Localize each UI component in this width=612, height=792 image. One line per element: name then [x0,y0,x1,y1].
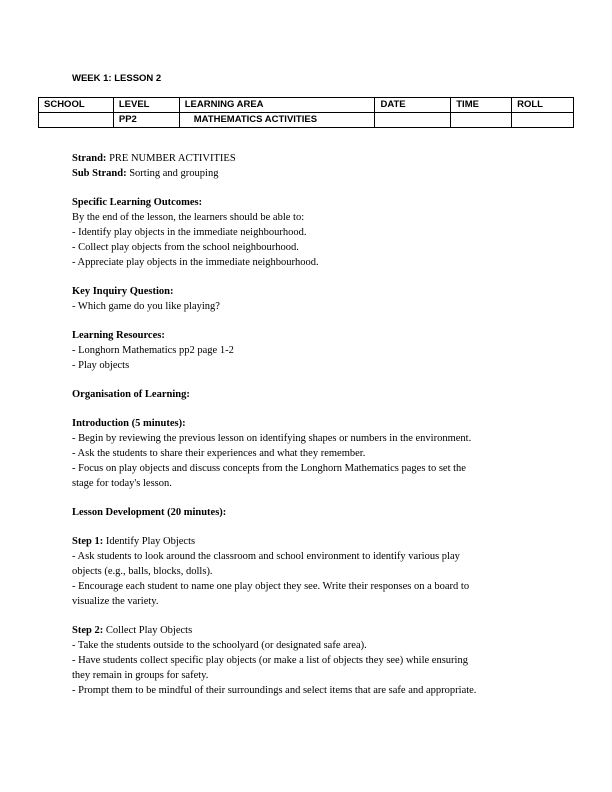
step2-label: Step 2: [72,625,104,636]
step1-label: Step 1: [72,536,104,547]
list-item: they remain in groups for safety. [72,670,209,681]
list-item: - Prompt them to be mindful of their surroundings and select items that are safe and appropriate. [72,685,477,696]
list-item: - Ask the students to share their experiences and what they remember. [72,448,366,459]
list-item: - Take the students outside to the schoolyard (or designated safe area). [72,640,367,651]
list-item: - Which game do you like playing? [72,301,220,312]
list-item: - Appreciate play objects in the immediate neighbourhood. [72,257,319,268]
step2-title: Collect Play Objects [103,625,193,636]
list-item: - Play objects [72,360,130,371]
list-item: - Have students collect specific play objects (or make a list of objects they see) while ensuring [72,655,468,666]
list-item: - Collect play objects from the school neighbourhood. [72,242,299,253]
introduction-heading-text: Introduction (5 minutes): [72,418,186,429]
list-item: - Begin by reviewing the previous lesson on identifying shapes or numbers in the environment. [72,433,472,444]
list-item: objects (e.g., balls, blocks, dolls). [72,566,213,577]
step1-line [72,534,542,549]
outcomes-heading [72,195,542,210]
introduction-heading [72,416,542,431]
col-time-header: TIME [451,98,512,113]
resources-heading [72,328,542,343]
step2-line [72,623,542,638]
time-cell [451,113,512,128]
strand-value: PRE NUMBER ACTIVITIES [106,153,236,164]
step1-title: Identify Play Objects [103,536,196,547]
inquiry-heading-text: Key Inquiry Question: [72,286,174,297]
strand-line [72,151,542,166]
list-item: - Focus on play objects and discuss concepts from the Longhorn Mathematics pages to set the [72,463,466,474]
table-row [39,113,574,128]
lesson-body [72,151,542,698]
col-level-header: LEVEL [113,98,179,113]
list-item: - Ask students to look around the classroom and school environment to identify various play [72,551,460,562]
col-date-header: DATE [375,98,451,113]
table-header-row [39,98,574,113]
list-item: - Longhorn Mathematics pp2 page 1-2 [72,345,234,356]
organisation-heading-text: Organisation of Learning: [72,389,190,400]
week-lesson-title: WEEK 1: LESSON 2 [72,73,162,84]
sub-strand-line [72,166,542,181]
resources-heading-text: Learning Resources: [72,330,165,341]
list-item: stage for today's lesson. [72,478,172,489]
school-cell [39,113,114,128]
learning-area-cell: MATHEMATICS ACTIVITIES [179,113,375,128]
lesson-header-table [38,97,574,128]
organisation-heading [72,387,542,402]
development-heading [72,505,542,520]
col-roll-header: ROLL [512,98,574,113]
outcomes-intro: By the end of the lesson, the learners should be able to: [72,212,305,223]
date-cell [375,113,451,128]
outcomes-heading-text: Specific Learning Outcomes: [72,197,203,208]
strand-label: Strand: [72,153,107,164]
sub-strand-value: Sorting and grouping [126,168,219,179]
col-learning-area-header: LEARNING AREA [179,98,375,113]
development-heading-text: Lesson Development (20 minutes): [72,507,227,518]
level-cell: PP2 [113,113,179,128]
roll-cell [512,113,574,128]
list-item: - Identify play objects in the immediate neighbourhood. [72,227,307,238]
inquiry-heading [72,284,542,299]
sub-strand-label: Sub Strand: [72,168,127,179]
list-item: - Encourage each student to name one play object they see. Write their responses on a board to [72,581,470,592]
list-item: visualize the variety. [72,596,159,607]
col-school-header: SCHOOL [39,98,114,113]
